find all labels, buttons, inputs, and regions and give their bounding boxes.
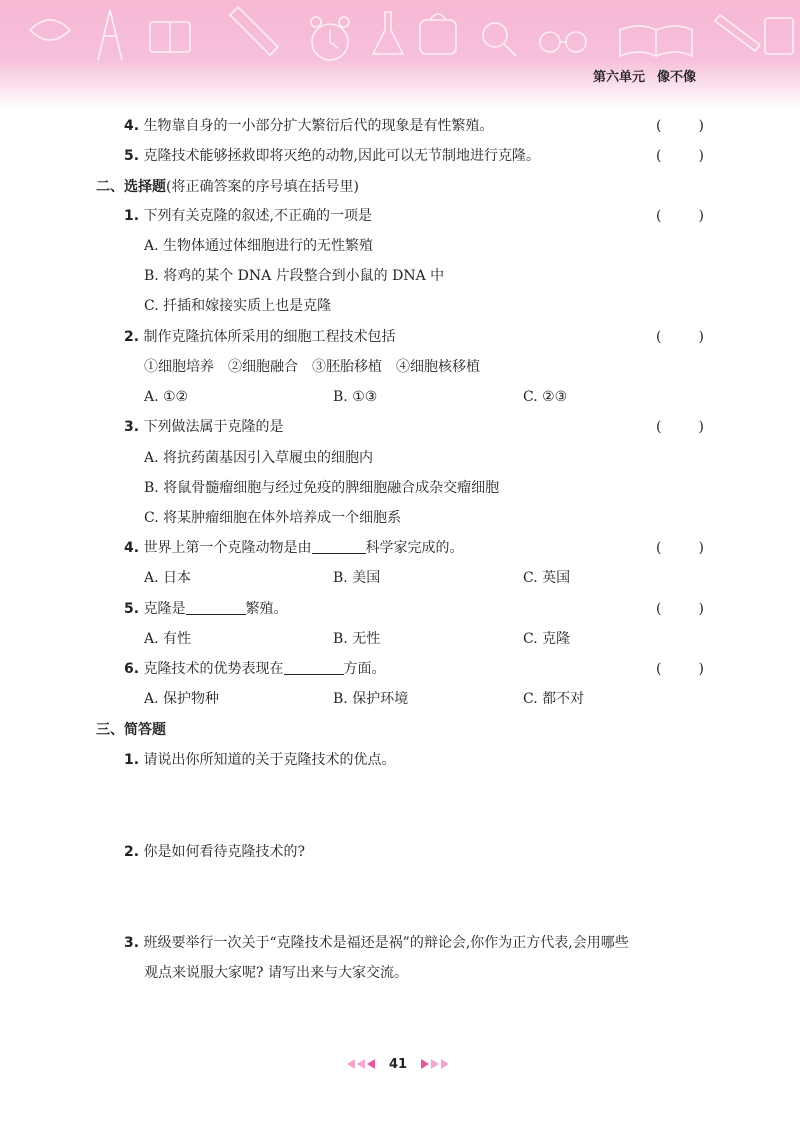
mc-option: A. 生物体通过体细胞进行的无性繁殖 [144,238,374,254]
mc-question-6: 6. 克隆技术的优势表现在 方面。 [124,661,386,677]
mc-option: A. 保护物种 [144,691,220,707]
mc-option: A. 日本 [144,570,192,586]
mc-option: B. ①③ [333,389,378,405]
mc-option: B. 美国 [333,570,381,586]
mc-question-2: 2. 制作克隆抗体所采用的细胞工程技术包括 [124,329,396,345]
section-heading-short-answer: 三、简答题 [96,722,166,738]
left-arrows-icon [347,1059,375,1069]
answer-parens[interactable]: ( ) [656,208,704,224]
judge-item-text: 生物靠自身的一小部分扩大繁衍后代的现象是有性繁殖。 [143,118,494,134]
judge-item-5: 5. 克隆技术能够拯救即将灭绝的动物,因此可以无节制地进行克隆。 [124,148,540,164]
fill-blank[interactable] [186,600,246,615]
mc-option: C. 将某肿瘤细胞在体外培养成一个细胞系 [144,510,402,526]
page-footer [318,1054,478,1074]
mc-option: C. 扦插和嫁接实质上也是克隆 [144,298,332,314]
unit-name: 像不像 [656,70,696,85]
mc-question-3: 3. 下列做法属于克隆的是 [124,419,284,435]
mc-option: B. 将鼠骨髓瘤细胞与经过免疫的脾细胞融合成杂交瘤细胞 [144,480,500,496]
mc-option: B. 将鸡的某个 DNA 片段整合到小鼠的 DNA 中 [144,268,445,284]
unit-label: 第六单元 [592,70,645,85]
mc-option: A. 将抗药菌基因引入草履虫的细胞内 [144,450,374,466]
answer-parens[interactable]: ( ) [656,540,704,556]
sa-question-2: 2. 你是如何看待克隆技术的? [124,844,306,860]
mc-option: B. 保护环境 [333,691,409,707]
mc-option: C. 克隆 [523,631,571,647]
sa-question-3-cont: 观点来说服大家呢? 请写出来与大家交流。 [144,965,408,981]
answer-parens[interactable]: ( ) [656,661,704,677]
answer-area[interactable] [124,990,704,1040]
mc-question-4: 4. 世界上第一个克隆动物是由 科学家完成的。 [124,540,464,556]
section-heading-choice: 二、选择题(将正确答案的序号填在括号里) [96,179,359,195]
mc-option: A. ①② [144,389,189,405]
fill-blank[interactable] [312,539,366,554]
mc-option: A. 有性 [144,631,192,647]
page-number: 41 [388,1056,408,1072]
right-arrows-icon [421,1059,449,1069]
answer-parens[interactable]: ( ) [656,148,704,164]
sa-question-3: 3. 班级要举行一次关于“克隆技术是福还是祸”的辩论会,你作为正方代表,会用哪些 [124,935,629,951]
judge-item-4: 4. 生物靠自身的一小部分扩大繁衍后代的现象是有性繁殖。 [124,118,494,134]
judge-item-text: 克隆技术能够拯救即将灭绝的动物,因此可以无节制地进行克隆。 [143,148,540,164]
mc-question-5: 5. 克隆是 繁殖。 [124,601,288,617]
mc-option: C. 英国 [523,570,571,586]
answer-parens[interactable]: ( ) [656,601,704,617]
mc-option: B. 无性 [333,631,381,647]
answer-area[interactable] [124,775,704,835]
answer-parens[interactable]: ( ) [656,329,704,345]
sa-question-1: 1. 请说出你所知道的关于克隆技术的优点。 [124,752,396,768]
answer-parens[interactable]: ( ) [656,118,704,134]
mc-choices-list: ①细胞培养 ②细胞融合 ③胚胎移植 ④细胞核移植 [144,359,480,375]
fill-blank[interactable] [284,660,344,675]
mc-option: C. 都不对 [523,691,585,707]
answer-parens[interactable]: ( ) [656,419,704,435]
answer-area[interactable] [124,868,704,928]
mc-question-1: 1. 下列有关克隆的叙述,不正确的一项是 [124,208,372,224]
mc-option: C. ②③ [523,389,568,405]
